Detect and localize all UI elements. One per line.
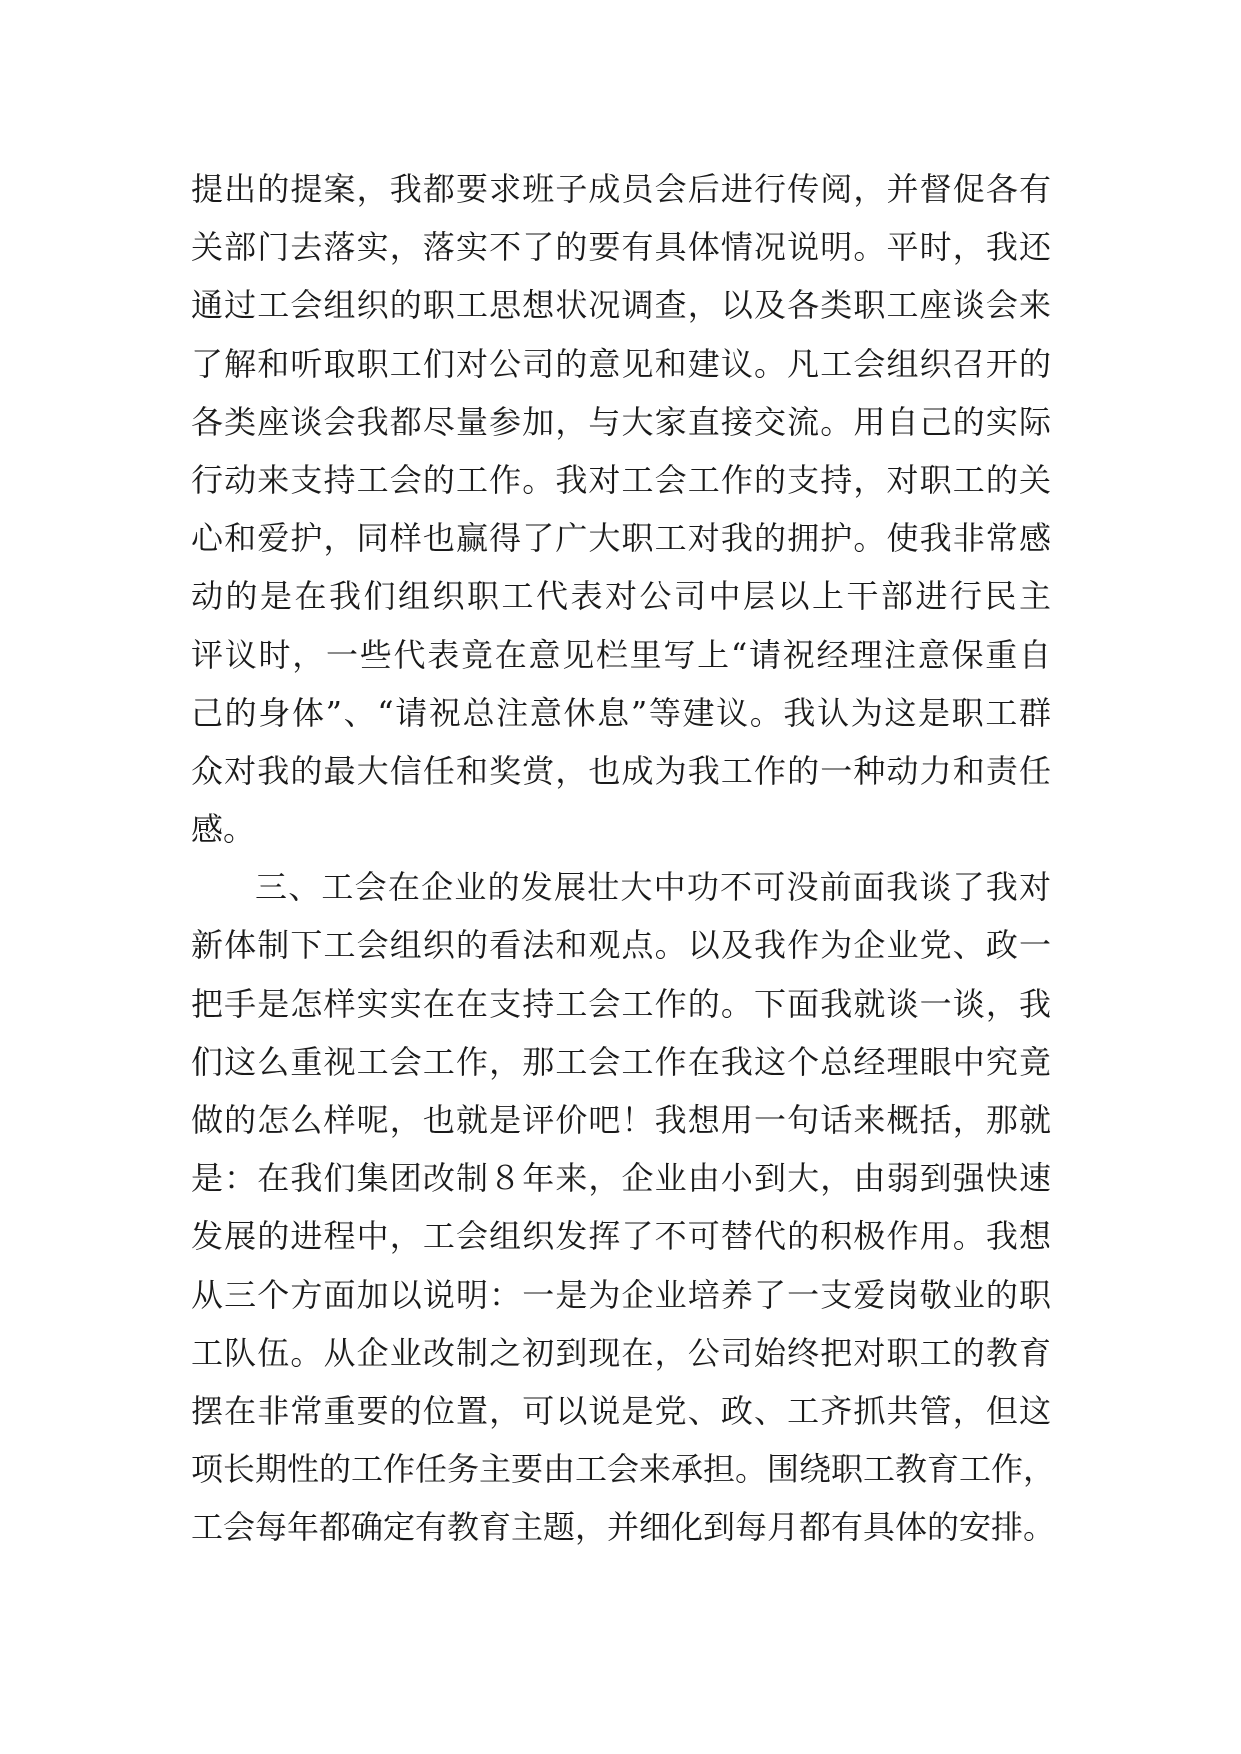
text-line: 摆在非常重要的位置，可以说是党、政、工齐抓共管，但这 — [191, 1391, 1051, 1430]
text-line: 感。 — [191, 810, 256, 849]
text-line: 把手是怎样实实在在支持工会工作的。下面我就谈一谈，我 — [191, 984, 1051, 1023]
text-line: 评议时，一些代表竟在意见栏里写上“请祝经理注意保重自 — [191, 635, 1051, 674]
text-line: 工会每年都确定有教育主题，并细化到每月都有具体的安排。 — [191, 1508, 1056, 1547]
section-heading-line: 三、工会在企业的发展壮大中功不可没前面我谈了我对 — [255, 868, 1051, 907]
text-line: 动的是在我们组织职工代表对公司中层以上干部进行民主 — [191, 577, 1051, 616]
text-line: 从三个方面加以说明：一是为企业培养了一支爱岗敬业的职 — [191, 1275, 1051, 1314]
text-line: 己的身体”、“请祝总注意休息”等建议。我认为这是职工群 — [191, 693, 1051, 732]
text-line: 通过工会组织的职工思想状况调查，以及各类职工座谈会来 — [191, 286, 1051, 325]
text-line: 项长期性的工作任务主要由工会来承担。围绕职工教育工作， — [191, 1450, 1056, 1489]
text-line: 心和爱护，同样也赢得了广大职工对我的拥护。使我非常感 — [191, 519, 1051, 558]
text-line: 工队伍。从企业改制之初到现在，公司始终把对职工的教育 — [191, 1333, 1051, 1372]
text-line: 各类座谈会我都尽量参加，与大家直接交流。用自己的实际 — [191, 402, 1051, 441]
text-line: 行动来支持工会的工作。我对工会工作的支持，对职工的关 — [191, 460, 1051, 499]
text-line: 关部门去落实，落实不了的要有具体情况说明。平时，我还 — [191, 228, 1051, 267]
text-line: 们这么重视工会工作，那工会工作在我这个总经理眼中究竟 — [191, 1042, 1051, 1081]
text-line: 众对我的最大信任和奖赏，也成为我工作的一种动力和责任 — [191, 751, 1051, 790]
text-line: 发展的进程中，工会组织发挥了不可替代的积极作用。我想 — [191, 1217, 1051, 1256]
text-line: 做的怎么样呢，也就是评价吧！我想用一句话来概括，那就 — [191, 1101, 1051, 1139]
text-line: 提出的提案，我都要求班子成员会后进行传阅，并督促各有 — [191, 170, 1051, 208]
body-text — [191, 160, 1056, 1557]
text-line: 了解和听取职工们对公司的意见和建议。凡工会组织召开的 — [191, 344, 1051, 383]
text-line: 是：在我们集团改制８年来，企业由小到大，由弱到强快速 — [191, 1159, 1051, 1198]
text-line: 新体制下工会组织的看法和观点。以及我作为企业党、政一 — [191, 926, 1051, 965]
